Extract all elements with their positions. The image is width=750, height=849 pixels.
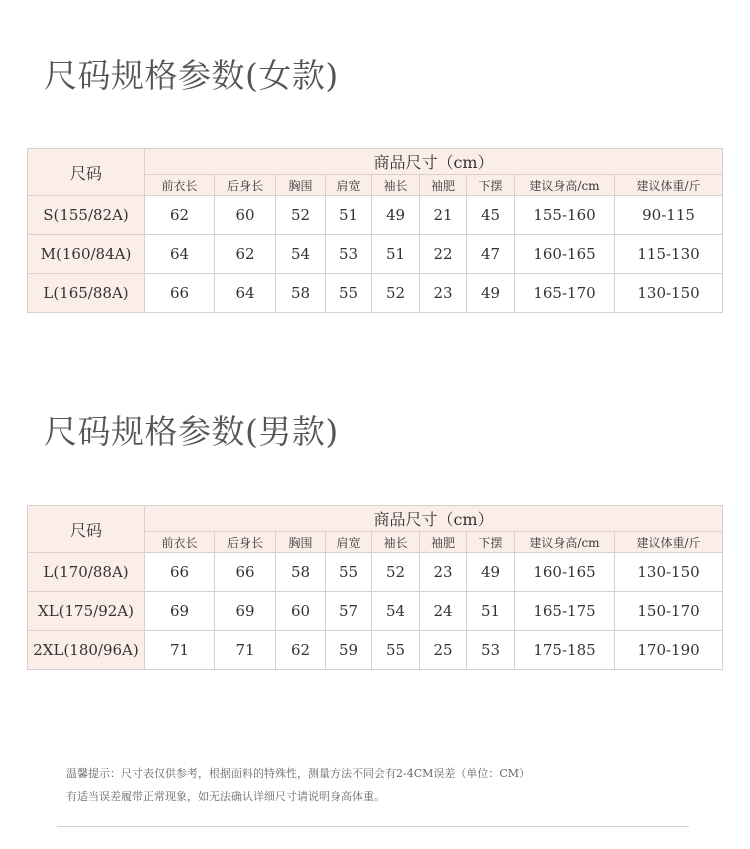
size-label: L(170/88A) xyxy=(28,553,145,592)
table-cell: 170-190 xyxy=(615,631,723,670)
column-header: 下摆 xyxy=(467,175,515,196)
table-cell: 53 xyxy=(467,631,515,670)
table-cell: 58 xyxy=(276,274,326,313)
table-cell: 60 xyxy=(215,196,276,235)
table-cell: 60 xyxy=(276,592,326,631)
column-header: 后身长 xyxy=(215,175,276,196)
table-cell: 66 xyxy=(145,274,215,313)
table-cell: 25 xyxy=(420,631,467,670)
men-size-table xyxy=(27,505,723,670)
column-header: 前衣长 xyxy=(145,532,215,553)
size-label: L(165/88A) xyxy=(28,274,145,313)
size-label: 2XL(180/96A) xyxy=(28,631,145,670)
table-row xyxy=(28,631,723,670)
table-cell: 130-150 xyxy=(615,553,723,592)
table-cell: 64 xyxy=(145,235,215,274)
table-cell: 160-165 xyxy=(515,553,615,592)
men-section-title: 尺码规格参数(男款) xyxy=(44,412,339,451)
column-header: 袖肥 xyxy=(420,175,467,196)
size-label: M(160/84A) xyxy=(28,235,145,274)
column-header: 建议体重/斤 xyxy=(615,532,723,553)
column-header: 袖长 xyxy=(372,532,420,553)
table-cell: 71 xyxy=(215,631,276,670)
table-cell: 49 xyxy=(467,553,515,592)
column-header: 前衣长 xyxy=(145,175,215,196)
table-cell: 51 xyxy=(326,196,372,235)
column-header: 建议体重/斤 xyxy=(615,175,723,196)
column-header: 建议身高/cm xyxy=(515,532,615,553)
table-cell: 49 xyxy=(372,196,420,235)
table-cell: 21 xyxy=(420,196,467,235)
table-cell: 52 xyxy=(372,274,420,313)
column-header: 袖长 xyxy=(372,175,420,196)
women-section-title: 尺码规格参数(女款) xyxy=(44,56,339,95)
size-header: 尺码 xyxy=(28,149,145,196)
table-cell: 64 xyxy=(215,274,276,313)
table-cell: 52 xyxy=(372,553,420,592)
column-header: 肩宽 xyxy=(326,532,372,553)
table-cell: 69 xyxy=(145,592,215,631)
dimension-group-header: 商品尺寸（cm） xyxy=(145,149,723,175)
table-row xyxy=(28,235,723,274)
table-cell: 49 xyxy=(467,274,515,313)
table-cell: 24 xyxy=(420,592,467,631)
table-row xyxy=(28,196,723,235)
size-label: S(155/82A) xyxy=(28,196,145,235)
table-cell: 23 xyxy=(420,553,467,592)
table-cell: 55 xyxy=(326,553,372,592)
size-label: XL(175/92A) xyxy=(28,592,145,631)
footer-divider xyxy=(57,826,689,827)
table-cell: 54 xyxy=(372,592,420,631)
table-cell: 58 xyxy=(276,553,326,592)
table-cell: 45 xyxy=(467,196,515,235)
table-cell: 47 xyxy=(467,235,515,274)
dimension-group-header: 商品尺寸（cm） xyxy=(145,506,723,532)
table-cell: 52 xyxy=(276,196,326,235)
table-cell: 55 xyxy=(326,274,372,313)
table-cell: 53 xyxy=(326,235,372,274)
table-row xyxy=(28,553,723,592)
table-row xyxy=(28,592,723,631)
table-cell: 90-115 xyxy=(615,196,723,235)
table-cell: 59 xyxy=(326,631,372,670)
table-cell: 62 xyxy=(276,631,326,670)
table-cell: 55 xyxy=(372,631,420,670)
table-cell: 51 xyxy=(467,592,515,631)
table-cell: 51 xyxy=(372,235,420,274)
column-header: 肩宽 xyxy=(326,175,372,196)
column-header: 下摆 xyxy=(467,532,515,553)
table-cell: 22 xyxy=(420,235,467,274)
table-cell: 150-170 xyxy=(615,592,723,631)
column-header: 建议身高/cm xyxy=(515,175,615,196)
table-cell: 115-130 xyxy=(615,235,723,274)
size-note: 温馨提示：尺寸表仅供参考，根据面料的特殊性，测量方法不同会有2-4CM误差（单位：CM） xyxy=(66,767,531,780)
table-cell: 54 xyxy=(276,235,326,274)
column-header: 胸围 xyxy=(276,175,326,196)
column-header: 袖肥 xyxy=(420,532,467,553)
table-cell: 160-165 xyxy=(515,235,615,274)
table-row xyxy=(28,274,723,313)
table-cell: 23 xyxy=(420,274,467,313)
table-cell: 62 xyxy=(215,235,276,274)
column-header: 后身长 xyxy=(215,532,276,553)
table-cell: 165-170 xyxy=(515,274,615,313)
table-cell: 57 xyxy=(326,592,372,631)
table-cell: 71 xyxy=(145,631,215,670)
table-cell: 62 xyxy=(145,196,215,235)
table-cell: 155-160 xyxy=(515,196,615,235)
women-size-table xyxy=(27,148,723,313)
table-cell: 175-185 xyxy=(515,631,615,670)
table-cell: 130-150 xyxy=(615,274,723,313)
table-cell: 66 xyxy=(145,553,215,592)
column-header: 胸围 xyxy=(276,532,326,553)
table-cell: 66 xyxy=(215,553,276,592)
table-cell: 69 xyxy=(215,592,276,631)
size-header: 尺码 xyxy=(28,506,145,553)
table-cell: 165-175 xyxy=(515,592,615,631)
size-note: 有适当误差履带正常现象，如无法确认详细尺寸请说明身高体重。 xyxy=(66,790,385,803)
